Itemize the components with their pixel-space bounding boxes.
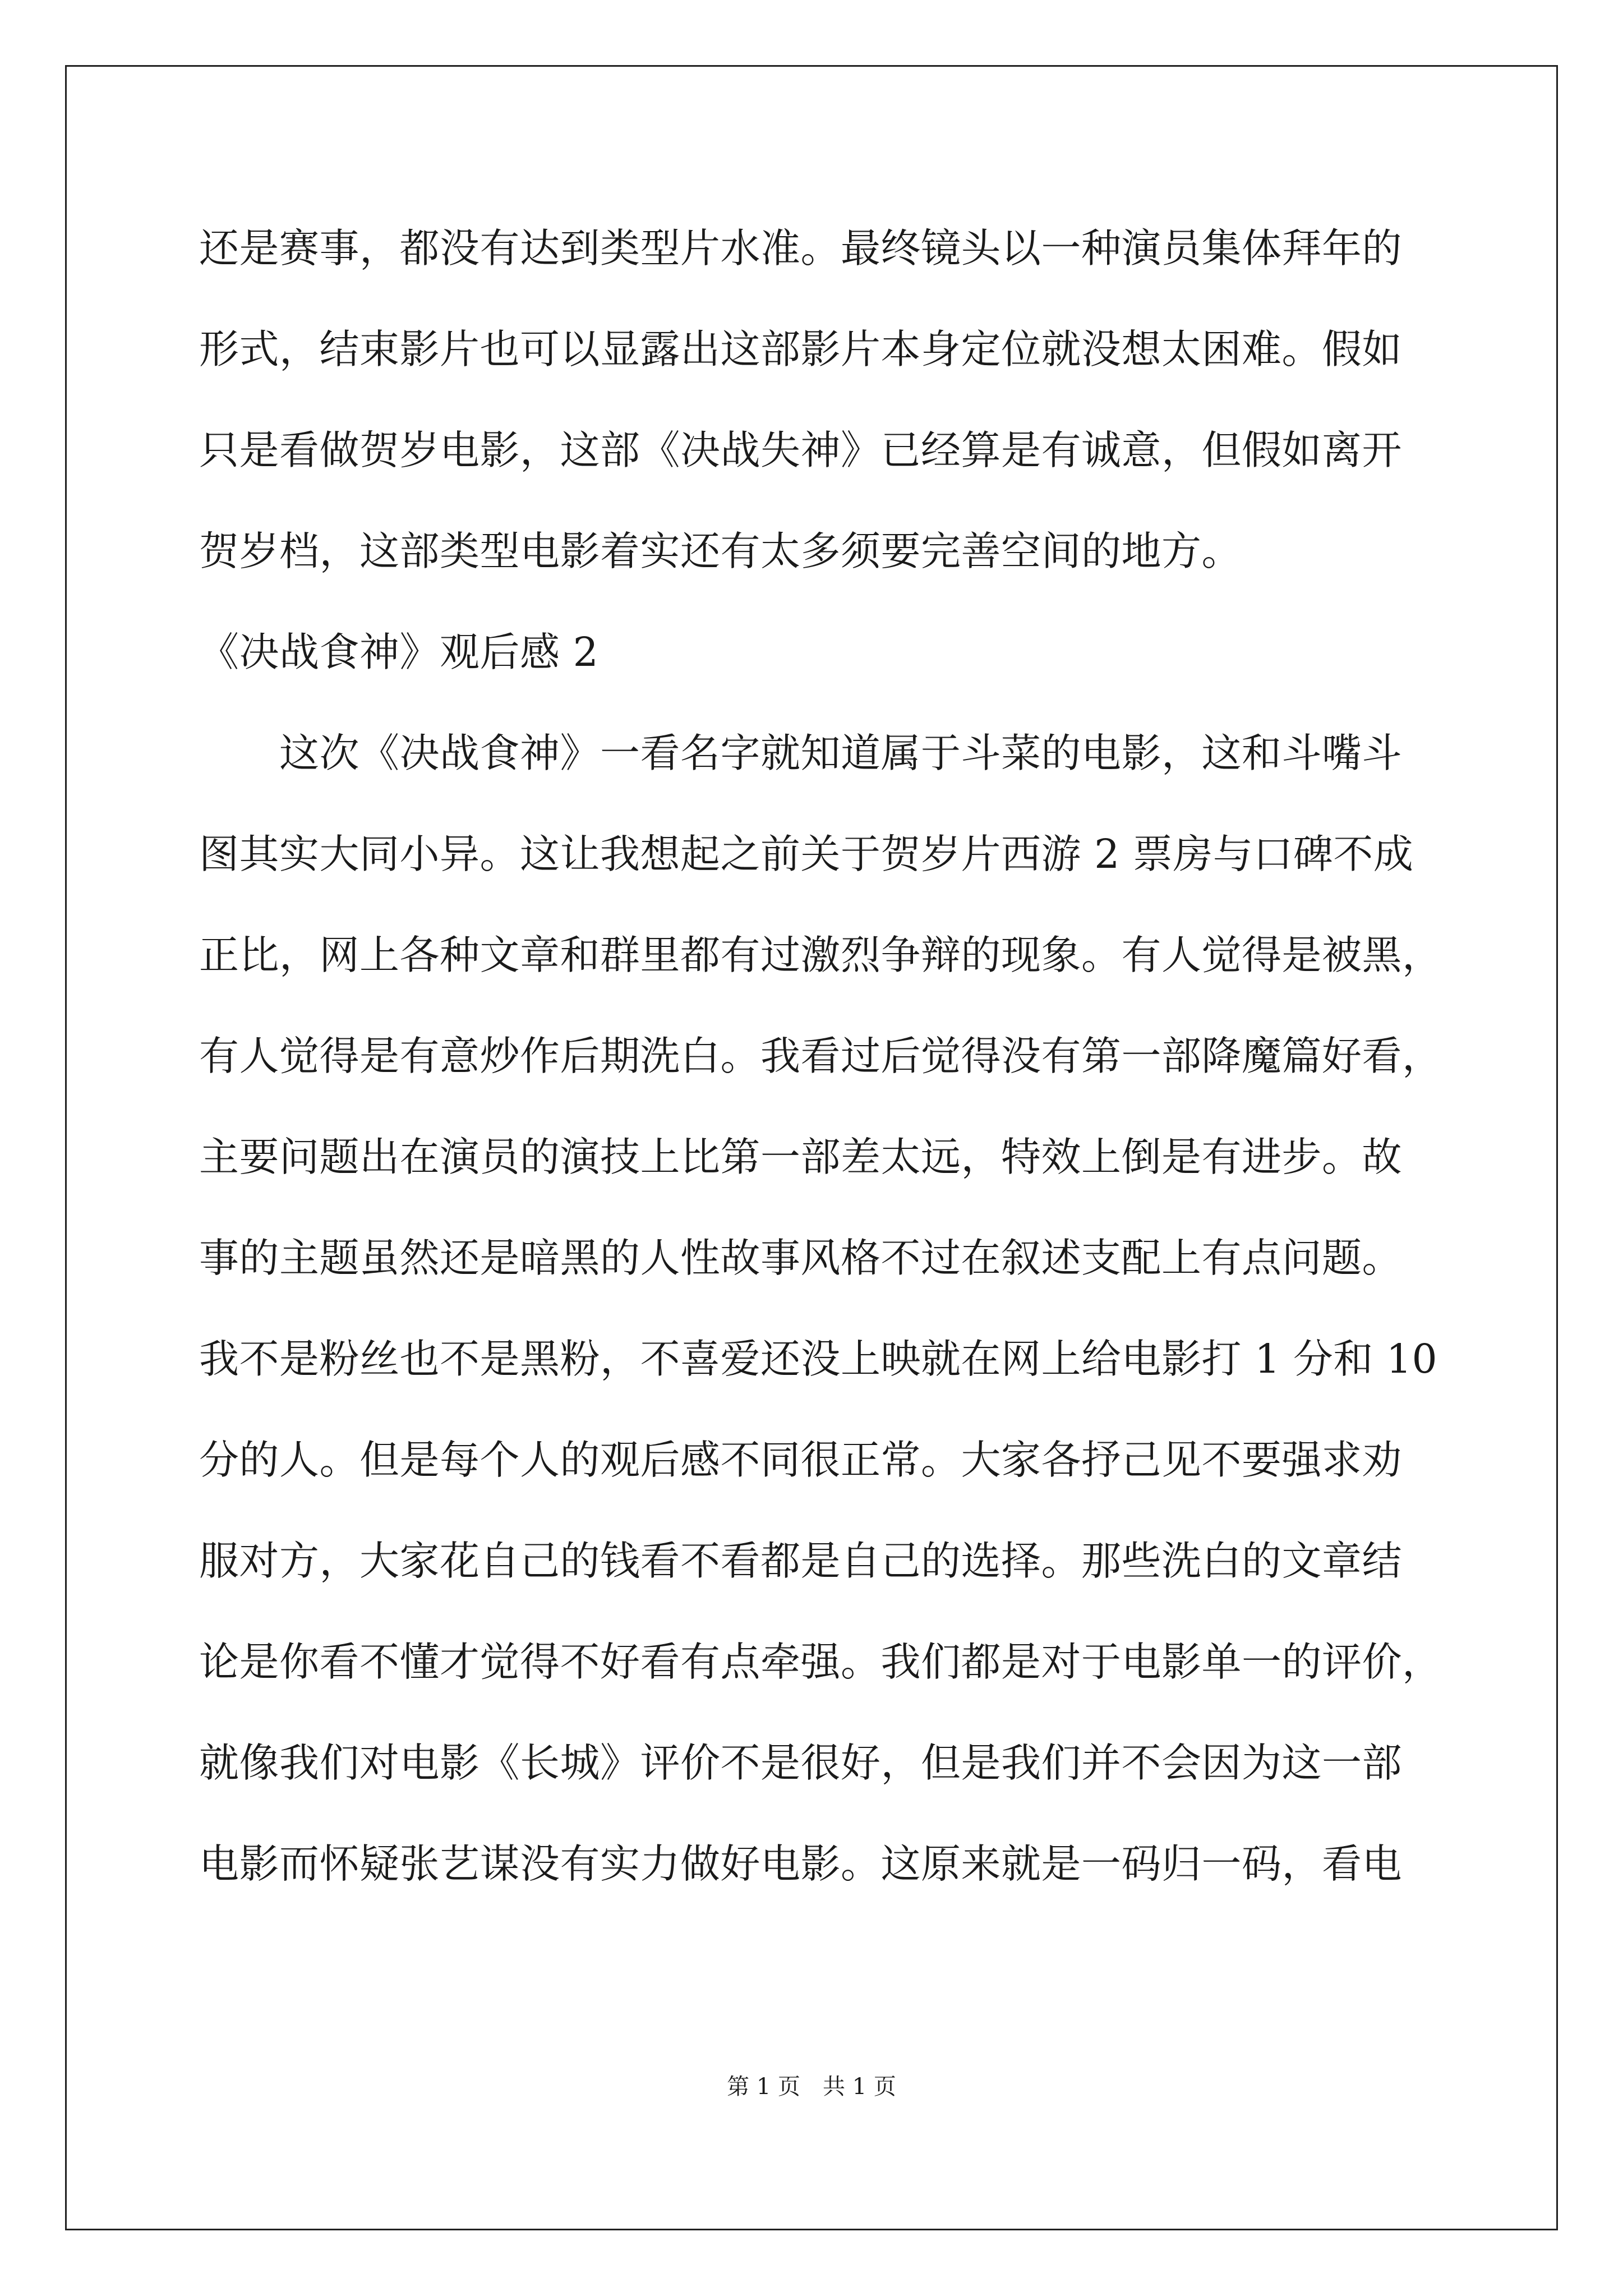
paragraph-line: 论是你看不懂才觉得不好看有点牵强。我们都是对于电影单一的评价， [199,1639,1442,1685]
page-footer: 第 1 页 共 1 页 [727,2074,896,2100]
paragraph-line: 事的主题虽然还是暗黑的人性故事风格不过在叙述支配上有点问题。 [199,1235,1403,1281]
paragraph-line: 图其实大同小异。这让我想起之前关于贺岁片西游 2 票房与口碑不成 [199,831,1414,877]
paragraph-line: 我不是粉丝也不是黑粉，不喜爱还没上映就在网上给电影打 1 分和 10 [199,1336,1438,1382]
paragraph-line: 这次《决战食神》一看名字就知道属于斗菜的电影，这和斗嘴斗 [199,730,1403,776]
paragraph-line: 分的人。但是每个人的观后感不同很正常。大家各抒己见不要强求劝 [199,1437,1403,1483]
paragraph-line: 形式，结束影片也可以显露出这部影片本身定位就没想太困难。假如 [199,326,1403,372]
paragraph-line: 有人觉得是有意炒作后期洗白。我看过后觉得没有第一部降魔篇好看， [199,1033,1442,1079]
paragraph-line: 只是看做贺岁电影，这部《决战失神》已经算是有诚意，但假如离开 [199,427,1403,473]
paragraph-line: 服对方，大家花自己的钱看不看都是自己的选择。那些洗白的文章结 [199,1538,1403,1584]
section-heading: 《决战食神》观后感 2 [199,629,599,675]
paragraph-line: 就像我们对电影《长城》评价不是很好，但是我们并不会因为这一部 [199,1740,1403,1786]
paragraph-line: 还是赛事，都没有达到类型片水准。最终镜头以一种演员集体拜年的 [199,225,1403,272]
paragraph-line: 主要问题出在演员的演技上比第一部差太远，特效上倒是有进步。故 [199,1134,1403,1180]
paragraph-line: 正比，网上各种文章和群里都有过激烈争辩的现象。有人觉得是被黑， [199,932,1442,978]
paragraph-line: 贺岁档，这部类型电影着实还有太多须要完善空间的地方。 [199,528,1242,574]
paragraph-line: 电影而怀疑张艺谋没有实力做好电影。这原来就是一码归一码，看电 [199,1841,1403,1887]
